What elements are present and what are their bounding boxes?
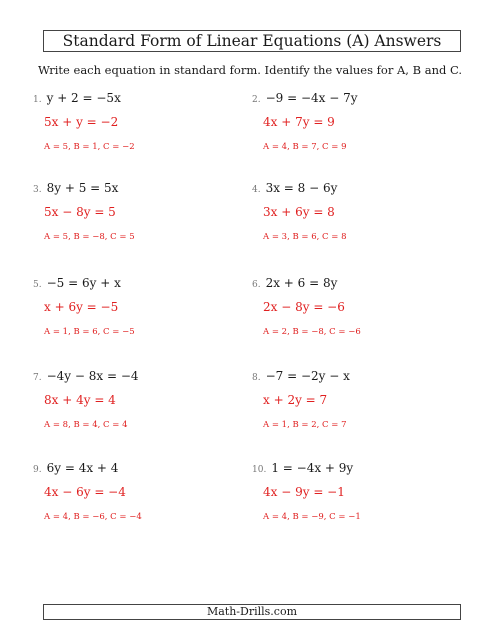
problem-question [252,369,462,383]
problem-4 [252,181,462,242]
abc-values: A = 5, B = 1, C = −2 [44,142,135,152]
equation: 1 = −4x + 9y [271,461,354,475]
abc-values: A = 4, B = 7, C = 9 [263,142,347,152]
abc-values: A = 1, B = 6, C = −5 [44,327,135,337]
problem-1 [33,91,243,152]
equation: −5 = 6y + x [46,276,121,290]
worksheet-title: Standard Form of Linear Equations (A) Answers [43,30,461,52]
problem-question [252,91,462,105]
equation: 8y + 5 = 5x [46,181,119,195]
problem-3 [33,181,243,242]
equation: 2x + 6 = 8y [265,276,338,290]
problem-number: 3. [33,185,42,195]
footer: Math-Drills.com [43,604,461,620]
equation: 3x = 8 − 6y [265,181,338,195]
answer-equation: 2x − 8y = −6 [263,300,345,314]
problem-question [252,181,462,195]
problem-number: 7. [33,373,42,383]
problem-7 [33,369,243,430]
answer-equation: 5x − 8y = 5 [44,205,116,219]
abc-values: A = 8, B = 4, C = 4 [44,420,128,430]
answer-equation: 4x + 7y = 9 [263,115,335,129]
answer-equation: 4x − 6y = −4 [44,485,126,499]
abc-values: A = 4, B = −6, C = −4 [44,512,142,522]
equation: y + 2 = −5x [46,91,121,105]
problem-6 [252,276,462,337]
abc-values: A = 3, B = 6, C = 8 [263,232,347,242]
problem-number: 8. [252,373,261,383]
problem-number: 2. [252,95,261,105]
abc-values: A = 4, B = −9, C = −1 [263,512,361,522]
problem-8 [252,369,462,430]
equation: −7 = −2y − x [265,369,350,383]
equation: 6y = 4x + 4 [46,461,119,475]
answer-equation: 8x + 4y = 4 [44,393,116,407]
abc-values: A = 2, B = −8, C = −6 [263,327,361,337]
problem-number: 10. [252,465,267,475]
problem-number: 6. [252,280,261,290]
problem-5 [33,276,243,337]
answer-equation: 3x + 6y = 8 [263,205,335,219]
problem-9 [33,461,243,522]
problem-question [252,276,462,290]
problem-10 [252,461,462,522]
answer-equation: 4x − 9y = −1 [263,485,345,499]
answer-equation: x + 2y = 7 [263,393,328,407]
abc-values: A = 5, B = −8, C = 5 [44,232,135,242]
problem-number: 1. [33,95,42,105]
equation: −9 = −4x − 7y [265,91,358,105]
abc-values: A = 1, B = 2, C = 7 [263,420,347,430]
problem-2 [252,91,462,152]
problem-question [33,91,243,105]
problem-number: 9. [33,465,42,475]
problem-question [33,461,243,475]
problem-number: 5. [33,280,42,290]
equation: −4y − 8x = −4 [46,369,139,383]
answer-equation: x + 6y = −5 [44,300,119,314]
problem-question [33,276,243,290]
problem-question [33,181,243,195]
answer-equation: 5x + y = −2 [44,115,119,129]
instructions-text: Write each equation in standard form. Identify the values for A, B and C. [37,63,463,77]
problem-question [33,369,243,383]
problem-number: 4. [252,185,261,195]
problem-question [252,461,462,475]
